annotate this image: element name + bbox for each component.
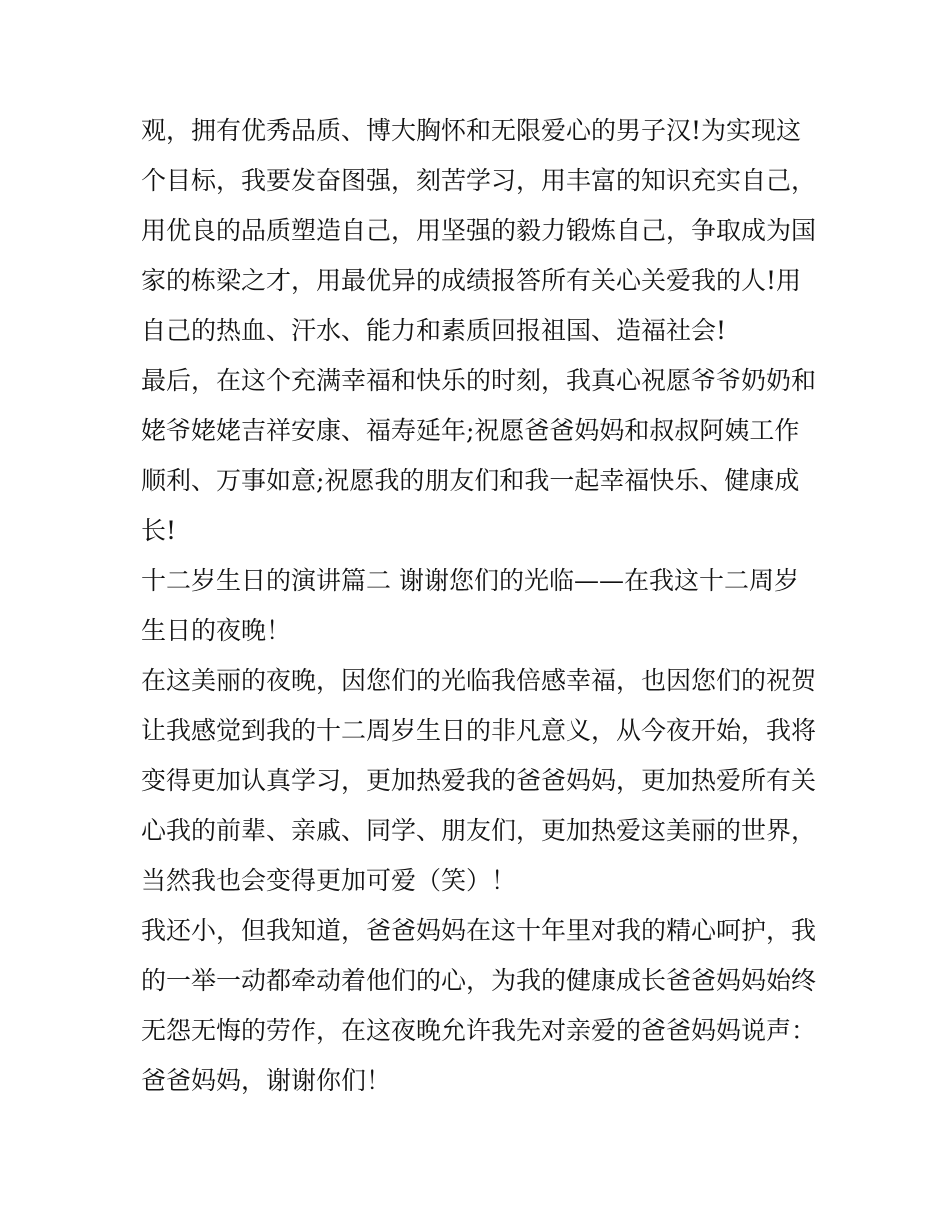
text-line: 在这美丽的夜晚，因您们的光临我倍感幸福，也因您们的祝贺 xyxy=(141,666,817,695)
text-line: 顺利、万事如意;祝愿我的朋友们和我一起幸福快乐、健康成 xyxy=(141,466,800,495)
text-line: 让我感觉到我的十二周岁生日的非凡意义，从今夜开始，我将 xyxy=(141,716,817,745)
text-line: 变得更加认真学习，更加热爱我的爸爸妈妈，更加热爱所有关 xyxy=(141,766,817,795)
text-line: 观，拥有优秀品质、博大胸怀和无限爱心的男子汉!为实现这 xyxy=(141,116,802,145)
section-heading-line: 十二岁生日的演讲篇二 谢谢您们的光临——在我这十二周岁 xyxy=(141,566,799,595)
text-line: 心我的前辈、亲戚、同学、朋友们，更加热爱这美丽的世界， xyxy=(141,816,817,845)
text-line: 无怨无悔的劳作，在这夜晚允许我先对亲爱的爸爸妈妈说声： xyxy=(141,1016,817,1045)
text-line: 最后，在这个充满幸福和快乐的时刻，我真心祝愿爷爷奶奶和 xyxy=(141,366,817,395)
text-line: 家的栋梁之才，用最优异的成绩报答所有关心关爱我的人!用 xyxy=(141,266,802,295)
text-line: 姥爷姥姥吉祥安康、福寿延年;祝愿爸爸妈妈和叔叔阿姨工作 xyxy=(141,416,800,445)
document-body xyxy=(141,106,821,1106)
text-line: 用优良的品质塑造自己，用坚强的毅力锻炼自己，争取成为国 xyxy=(141,216,817,245)
section-heading-line: 生日的夜晚！ xyxy=(141,616,292,645)
text-line: 我还小，但我知道，爸爸妈妈在这十年里对我的精心呵护，我 xyxy=(141,916,817,945)
text-line: 自己的热血、汗水、能力和素质回报祖国、造福社会! xyxy=(141,316,727,345)
text-line: 个目标，我要发奋图强，刻苦学习，用丰富的知识充实自己， xyxy=(141,166,817,195)
text-line: 长! xyxy=(141,516,177,545)
text-line: 爸爸妈妈，谢谢你们！ xyxy=(141,1066,392,1095)
text-line: 的一举一动都牵动着他们的心，为我的健康成长爸爸妈妈始终 xyxy=(141,966,817,995)
text-line: 当然我也会变得更加可爱（笑）！ xyxy=(141,866,517,895)
